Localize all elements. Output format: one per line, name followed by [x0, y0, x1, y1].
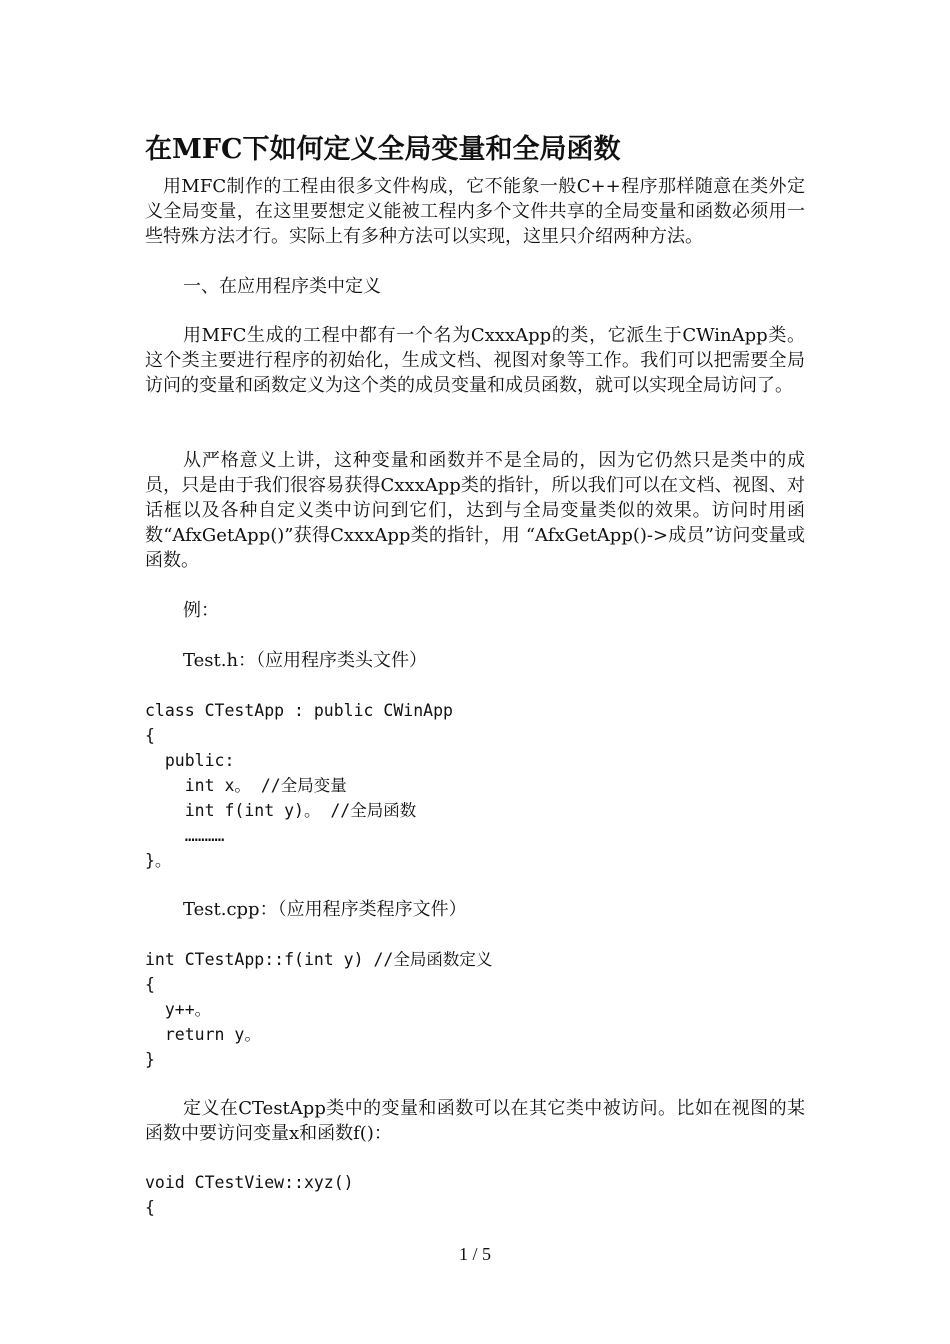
paragraph-1: 用MFC生成的工程中都有一个名为CxxxApp的类，它派生于CWinApp类。这个类主要进行程序的初始化，生成文档、视图对象等工作。我们可以把需要全局访问的变量和函数定义为这个类的成员变量和成员函数，就可以实现全局访问了。	[145, 325, 805, 396]
page-number: 1 / 5	[458, 1244, 491, 1264]
code-line: {	[145, 726, 155, 745]
code-line: {	[145, 975, 155, 994]
section-heading: 一、在应用程序类中定义	[183, 276, 381, 297]
code-line: {	[145, 1198, 155, 1217]
intro-paragraph: 用MFC制作的工程由很多文件构成，它不能象一般C++程序那样随意在类外定义全局变量，在这里要想定义能被工程内多个文件共享的全局变量和函数必须用一些特殊方法才行。实际上有多种方法可以实现，这里只介绍两种方法。	[145, 176, 805, 247]
code-line: public:	[145, 751, 235, 770]
code-line: …………	[145, 826, 225, 845]
code-line: }	[145, 1050, 155, 1069]
code-line: void CTestView::xyz()	[145, 1173, 354, 1192]
code-line: }。	[145, 851, 172, 870]
code-line: int x。 //全局变量	[145, 776, 347, 795]
code-line: y++。	[145, 1000, 212, 1019]
paragraph-3: 定义在CTestApp类中的变量和函数可以在其它类中被访问。比如在视图的某函数中要访问变量x和函数f()：	[145, 1098, 805, 1144]
code-line: int f(int y)。 //全局函数	[145, 801, 417, 820]
code-line: int CTestApp::f(int y) //全局函数定义	[145, 950, 493, 969]
test-cpp-label: Test.cpp：（应用程序类程序文件）	[183, 899, 467, 920]
test-h-label	[183, 648, 427, 673]
paragraph-2: 从严格意义上讲，这种变量和函数并不是全局的，因为它仍然只是类中的成员，只是由于我们很容易获得CxxxApp类的指针，所以我们可以在文档、视图、对话框以及各种自定义类中访问到它们，达到与全局变量类似的效果。访问时用函数“AfxGetApp()”获得CxxxApp类的指针，用 “AfxGetApp()->成员”访问变量或函数。	[145, 450, 805, 571]
document-title: 在MFC下如何定义全局变量和全局函数	[145, 134, 621, 165]
code-line: return y。	[145, 1025, 261, 1044]
example-label: 例：	[183, 600, 219, 621]
code-line: class CTestApp : public CWinApp	[145, 701, 453, 720]
test-h-text: Test.h：（应用程序类头文件）	[183, 650, 428, 671]
